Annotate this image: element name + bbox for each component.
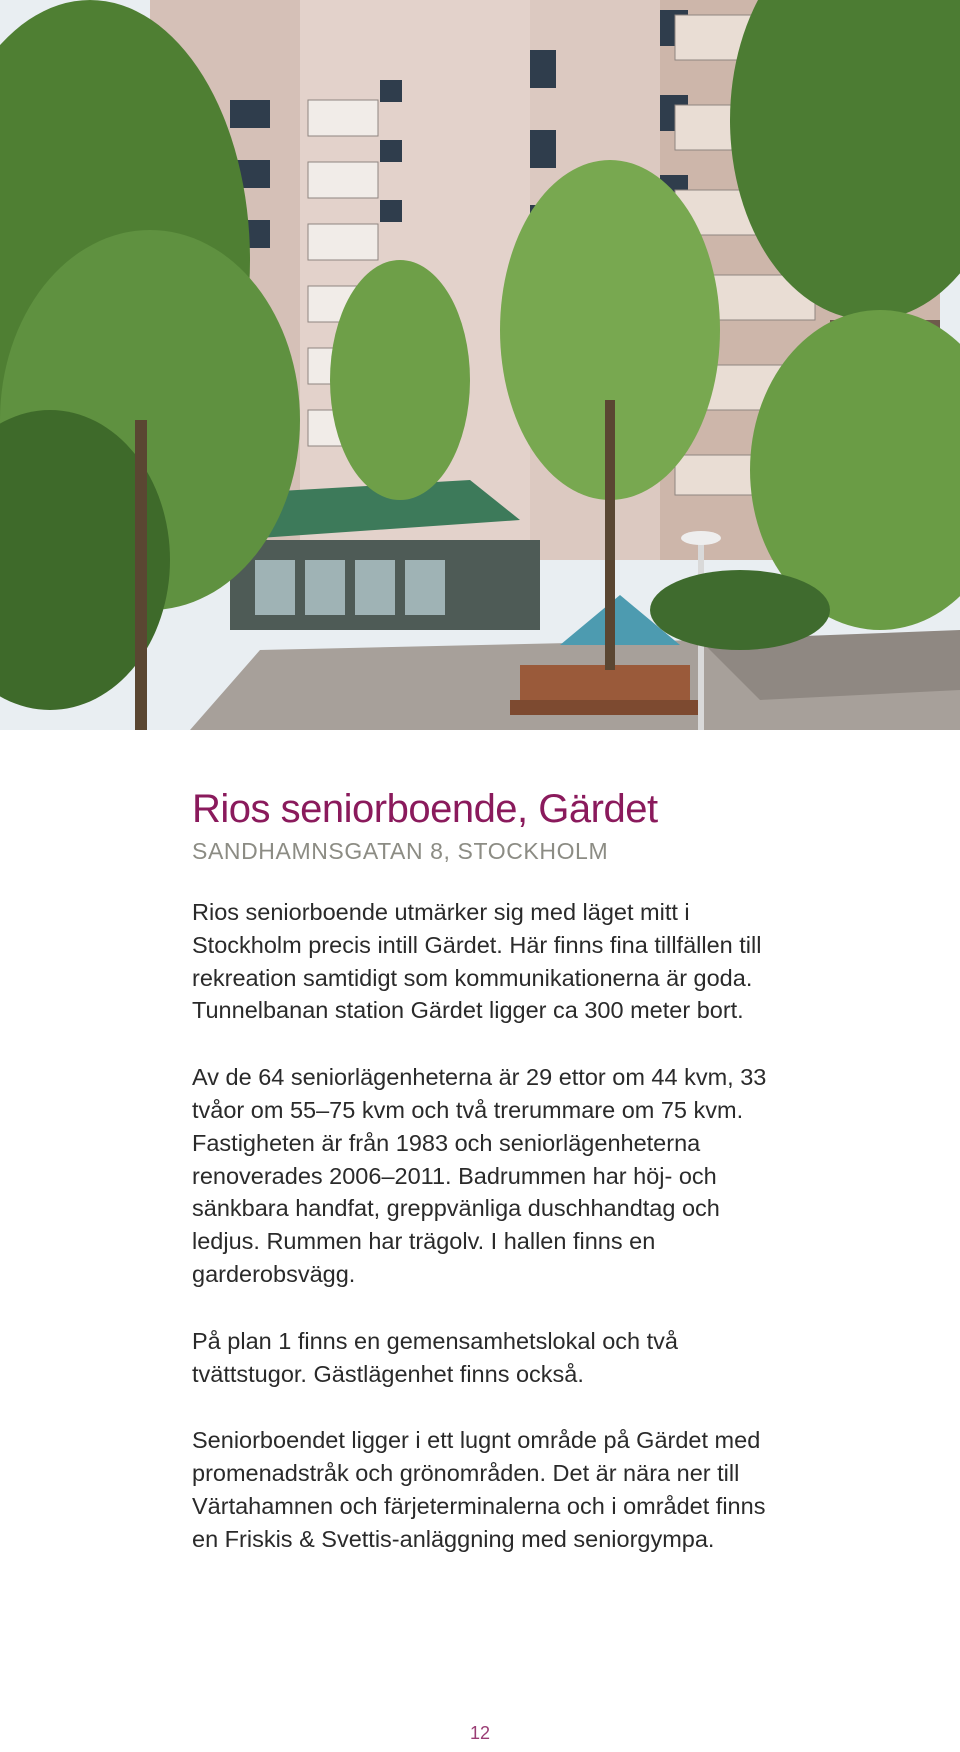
paragraph-apartments: Av de 64 seniorlägenheterna är 29 ettor om 44 kvm, 33 tvåor om 55–75 kvm och två trerummare om 75 kvm. Fastigheten är från 1983 och seniorlägenheterna renoverades 2006–2011. Badrummen har höj- och sänkbara handfat, greppvänliga duschhandtag och ledjus. Rummen har trägolv. I hallen finns en garderobsvägg. xyxy=(192,1064,767,1287)
paragraph-location: Rios seniorboende utmärker sig med läget mitt i Stockholm precis intill Gärdet. Här finns fina tillfällen till rekreation samtidigt som kommunikationerna är goda. Tunnelbanan station Gärdet ligger ca 300 meter bort. xyxy=(192,899,762,1024)
text-column xyxy=(192,786,792,1556)
page-title: Rios seniorboende, Gärdet xyxy=(192,787,658,831)
cover-photo xyxy=(0,0,960,730)
paragraph-facilities: På plan 1 finns en gemensamhetslokal och två tvättstugor. Gästlägenhet finns också. xyxy=(192,1327,678,1387)
paragraph-area: Seniorboendet ligger i ett lugnt område på Gärdet med promenadstråk och grönområden. Det är nära ner till Värtahamnen och färjeterminalerna och i området finns en Friskis & Svettis-anläggning med seniorgympa. xyxy=(192,1427,766,1552)
building-courtyard-illustration xyxy=(0,0,960,730)
address-subtitle: SANDHAMNSGATAN 8, STOCKHOLM xyxy=(192,838,609,864)
page-number: 12 xyxy=(469,1723,491,1743)
